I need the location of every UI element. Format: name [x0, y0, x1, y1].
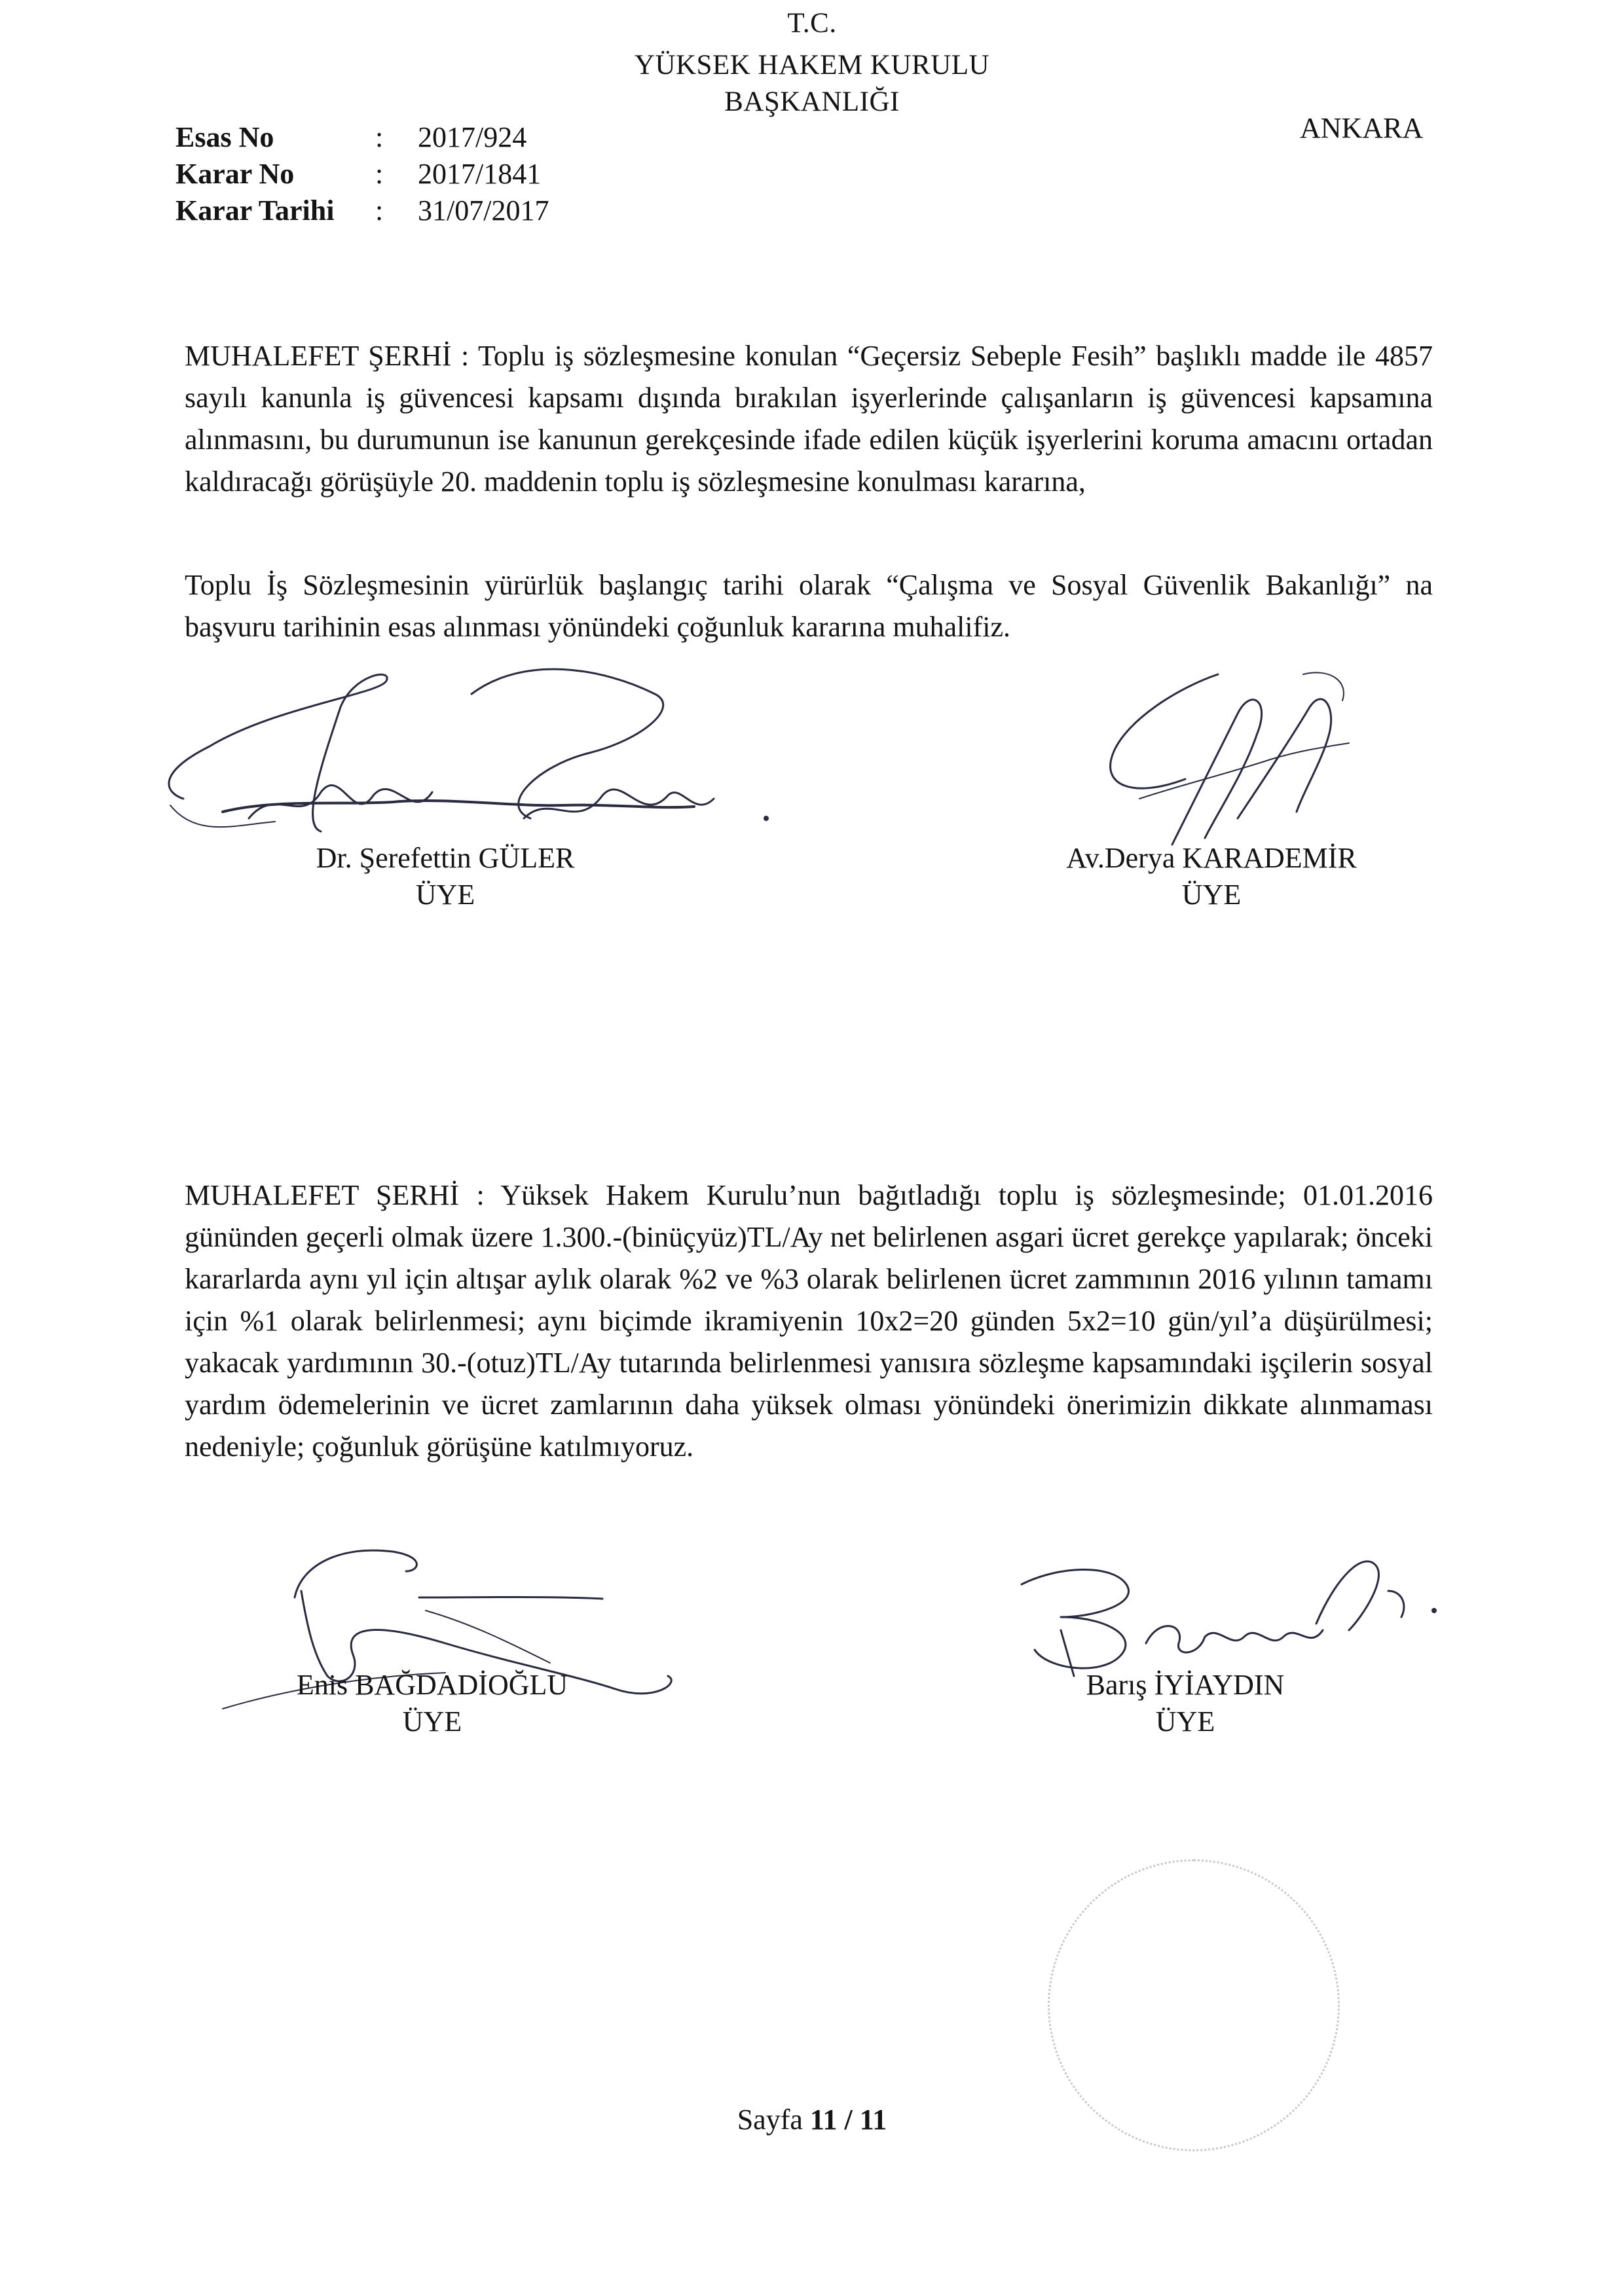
header-institution: YÜKSEK HAKEM KURULU: [634, 50, 990, 81]
signatory-block-bagdadioglu: [249, 1667, 616, 1740]
signatory-block-karademir: [1008, 840, 1414, 913]
meta-label: Karar Tarihi: [175, 194, 335, 227]
signatory-name: Barış İYİAYDIN: [1086, 1669, 1285, 1701]
page-footer: [0, 2103, 1624, 2136]
meta-colon: :: [375, 158, 384, 190]
signatory-block-guler: [262, 840, 629, 913]
footer-current-page: 11: [809, 2104, 838, 2136]
signatory-block-iyiaydin: [982, 1667, 1388, 1740]
opinion2-paragraph1: MUHALEFET ŞERHİ : Yüksek Hakem Kurulu’nun bağıtladığı toplu iş sözleşmesinde; 01.01.2016 gününden geçerli olmak üzere 1.300.-(binüçyüz)TL/Ay net belirlenen asgari ücret gerekçe yapılarak; önceki kararlarda aynı yıl için altışar aylık olarak %2 ve %3 olarak belirlenen ücret zammının 2016 yılının tamamı için %1 olarak belirlenmesi; aynı biçimde ikramiyenin 10x2=20 günden 5x2=10 gün/yıl’a düşürülmesi; yakacak yardımının 30.-(otuz)TL/Ay tutarında belirlenmesi yanısıra sözleşme kapsamındaki işçilerin sosyal yardım ödemelerinin ve ücret zamlarının daha yüksek olması yönündeki önerimizin dikkate alınmaması nedeniyle; çoğunluk görüşüne katılmıyoruz.: [185, 1179, 1433, 1463]
header-tc: T.C.: [787, 8, 837, 39]
meta-value: 2017/1841: [418, 158, 542, 190]
signatory-role: ÜYE: [1181, 879, 1242, 911]
meta-label: Esas No: [175, 121, 274, 153]
header-presidency: BAŞKANLIĞI: [724, 86, 900, 117]
header-city: ANKARA: [1300, 112, 1424, 144]
meta-value: 2017/924: [418, 121, 527, 153]
footer-prefix: Sayfa: [737, 2104, 810, 2136]
signatory-name: Av.Derya KARADEMİR: [1066, 842, 1357, 874]
footer-total-pages: 11: [859, 2104, 887, 2136]
signatory-name: Dr. Şerefettin GÜLER: [316, 842, 575, 874]
meta-colon: :: [375, 121, 384, 153]
signatory-role: ÜYE: [415, 879, 475, 911]
opinion1-paragraph2: Toplu İş Sözleşmesinin yürürlük başlangıç tarihi olarak “Çalışma ve Sosyal Güvenlik Bakanlığı” na başvuru tarihinin esas alınması yönündeki çoğunluk kararına muhalifiz.: [185, 569, 1433, 643]
signatory-role: ÜYE: [402, 1705, 462, 1738]
meta-colon: :: [375, 194, 384, 227]
opinion1-paragraph1: MUHALEFET ŞERHİ : Toplu iş sözleşmesine konulan “Geçersiz Sebeple Fesih” başlıklı madde ile 4857 sayılı kanunla iş güvencesi kapsamı dışında bırakılan işyerlerinde çalışanların iş güvencesi kapsamına alınmasını, bu durumunun ise kanunun gerekçesinde ifade edilen küçük işyerlerini koruma amacını ortadan kaldıracağı görüşüyle 20. maddenin toplu iş sözleşmesine konulması kararına,: [185, 340, 1433, 498]
signatory-role: ÜYE: [1155, 1705, 1215, 1738]
footer-separator: /: [837, 2104, 860, 2136]
meta-value: 31/07/2017: [418, 194, 549, 227]
meta-label: Karar No: [175, 158, 295, 190]
signatory-name: Enis BAĞDADİOĞLU: [296, 1669, 568, 1701]
